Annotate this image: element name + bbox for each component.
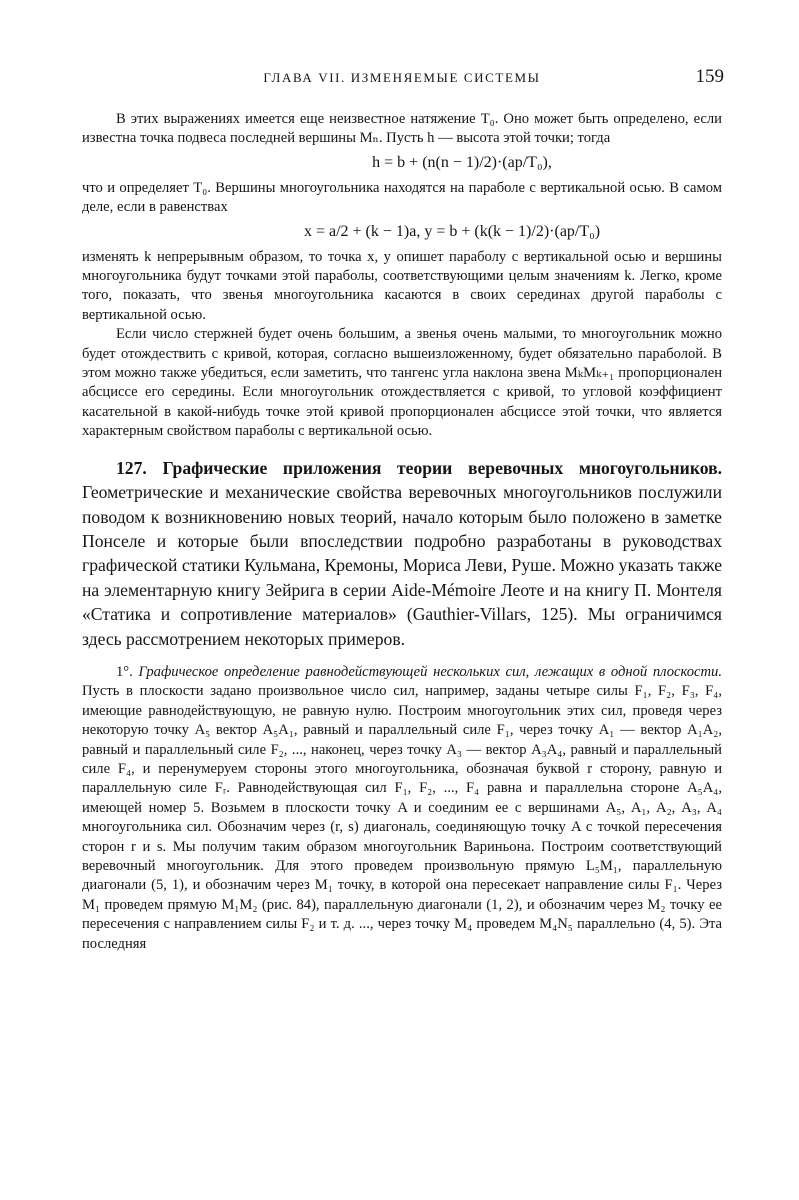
page-header xyxy=(82,60,722,96)
section-body: Геометрические и механические свойства веревочных многоугольников послужили поводом к возникновению новых теорий, начало которым было положено в заметке Понселе и которые были впоследствии подробно разработаны в руководствах графической статики Кульмана, Кремоны, Мориса Леви, Руше. Можно указать также на элементарную книгу Зейрига в серии Aide-Mémoire Леоте и на книгу П. Монтеля «Статика и сопротивление материалов» (Gauthier-Villars, 125). Мы ограничимся здесь рассмотрением некоторых примеров. xyxy=(82,482,722,649)
book-page xyxy=(82,60,722,954)
paragraph: В этих выражениях имеется еще неизвестное натяжение T₀. Оно может быть определено, если известна точка подвеса последней вершины Mₙ. Пусть h — высота этой точки; тогда xyxy=(82,111,722,147)
paragraph: что и определяет T₀. Вершины многоугольника находятся на параболе с вертикальной осью. В самом деле, если в равенствах xyxy=(82,179,722,216)
page-number: 159 xyxy=(695,66,724,87)
paragraph: Если число стержней будет очень большим, а звенья очень малыми, то многоугольник можно будет отождествить с кривой, которая, согласно вышеизложенному, будет обязательно параболой. В этом можно также убедиться, если заметить, что тангенс угла наклона звена MₖMₖ₊₁ пропорционален абсциссе его середины. Если многоугольник отождествляется с кривой, то угловой коэффициент касательной в какой-нибудь точке этой кривой пропорционален абсциссе этой точки, что является характерным свойством параболы с вертикальной осью. xyxy=(82,326,722,440)
formula: h = b + (n(n − 1)/2)·(ap/T₀), xyxy=(372,153,552,171)
paragraph: изменять k непрерывным образом, то точка x, y опишет параболу с вертикальной осью и вершины многоугольника будут точками этой параболы, соответствующими целым значениям k. Легко, кроме того, показать, что звенья многоугольника касаются в своих серединах другой параболы с вертикальной осью. xyxy=(82,248,722,323)
section-127 xyxy=(82,456,722,651)
running-head: ГЛАВА VII. ИЗМЕНЯЕМЫЕ СИСТЕМЫ xyxy=(263,70,541,85)
item-title: Графическое определение равнодействующей нескольких сил, лежащих в одной плоскости. xyxy=(138,663,722,680)
item-body: Пусть в плоскости задано произвольное число сил, например, заданы четыре силы F₁, F₂, F₃, F₄, имеющие равнодействующую, не равную нулю. Построим многоугольник этих сил, проведя через некоторую точку A₅ вектор A₅A₁, равный и параллельный силе F₁, через точку A₁ — вектор A₁A₂, равный и параллельный силе F₂, ..., наконец, через точку A₃ — вектор A₃A₄, равный и параллельный силе F₄, и перенумеруем стороны этого многоугольника, обозначая буквой r сторону, равную и параллельную силе Fᵣ. Равнодействующая сил F₁, F₂, ..., F₄ равна и параллельна стороне A₅A₄, имеющей номер 5. Возьмем в плоскости точку A и соединим ее с вершинами A₅, A₁, A₂, A₃, A₄ многоугольника сил. Обозначим через (r, s) диагональ, соединяющую точку A с точкой пересечения сторон r и s. Мы получим таким образом многоугольник Вариньона. Построим соответствующий веревочный многоугольник. Для этого проведем произвольную прямую L₅M₁, параллельную диагонали (5, 1), и обозначим через M₁ точку, в которой она пересекает направление силы F₁. Через M₁ проведем прямую M₁M₂ (рис. 84), параллельную диагонали (1, 2), и обозначим через M₂ точку ее пересечения с направлением силы F₂ и т. д. ..., через точку M₄ проведем M₄N₅ параллельно (4, 5). Эта последняя xyxy=(82,683,722,952)
formula: x = a/2 + (k − 1)a, y = b + (k(k − 1)/2)·(ap/T₀) xyxy=(303,222,601,240)
item-number: 1°. xyxy=(116,663,133,680)
item-1 xyxy=(82,663,722,954)
section-heading: 127. Графические приложения теории веревочных многоугольников. xyxy=(116,457,722,478)
